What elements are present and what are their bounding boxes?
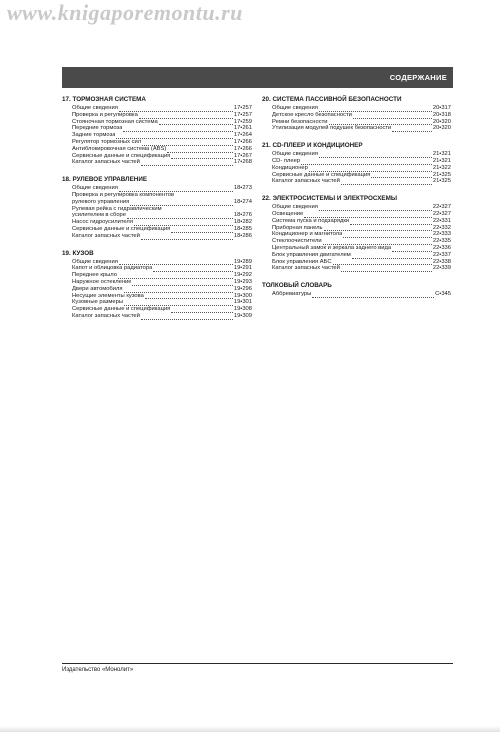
toc-right-column: [262, 96, 451, 308]
toc-entry-title: Кондиционер: [272, 164, 308, 171]
toc-section: [62, 176, 252, 239]
toc-entry-title: Стояночная тормозная система: [72, 118, 158, 125]
toc-leader-dots: [141, 314, 233, 320]
section-title: 18. РУЛЕВОЕ УПРАВЛЕНИЕ: [62, 176, 148, 184]
toc-page-number: 22•335: [432, 238, 451, 245]
section-title: 20. СИСТЕМА ПАССИВНОЙ БЕЗОПАСНОСТИ: [262, 96, 402, 103]
toc-leader-dots: [319, 152, 432, 158]
toc-page-number: 19•289: [233, 258, 252, 265]
toc-page-number: 18•282: [233, 219, 252, 226]
toc-entry-title: Насос гидроусилителя: [72, 219, 133, 226]
toc-page-number: 19•301: [233, 299, 252, 306]
toc-leader-dots: [353, 113, 432, 119]
toc-entry[interactable]: [262, 252, 451, 259]
toc-left-column: [62, 96, 252, 330]
toc-page-number: 19•296: [233, 285, 252, 292]
toc-entry-title: Общие сведения: [272, 204, 318, 211]
toc-entry-title: Утилизация модулей подушек безопасности: [272, 125, 392, 132]
toc-leader-dots: [341, 266, 432, 272]
toc-page-number: 22•331: [432, 217, 451, 224]
toc-entry-title: Стеклоочистители: [272, 238, 322, 245]
toc-page-number: 18•285: [233, 225, 252, 232]
toc-entry-title: Сервисные данные и спецификация: [72, 306, 171, 313]
toc-entry[interactable]: [62, 259, 252, 266]
toc-entry[interactable]: [262, 119, 451, 126]
toc-leader-dots: [392, 126, 432, 132]
toc-leader-dots: [130, 200, 233, 206]
toc-leader-dots: [141, 234, 233, 240]
toc-leader-dots: [141, 160, 233, 166]
toc-section: [262, 96, 451, 132]
toc-leader-dots: [145, 293, 233, 299]
toc-entry[interactable]: [62, 226, 252, 233]
toc-entry[interactable]: [62, 119, 252, 126]
toc-page-number: 21•321: [432, 151, 451, 158]
toc-page-number: 17•267: [233, 152, 252, 159]
toc-entry-title: Детское кресло безопасности: [272, 111, 352, 118]
toc-page-number: 17•259: [233, 118, 252, 125]
toc-section: [262, 142, 451, 185]
toc-entry[interactable]: [62, 105, 252, 112]
toc-entry[interactable]: [262, 245, 451, 252]
toc-entry[interactable]: [262, 151, 451, 158]
toc-page-number: 17•261: [233, 125, 252, 132]
toc-page-number: 22•337: [432, 251, 451, 258]
toc-leader-dots: [159, 119, 233, 125]
toc-page-number: 20•318: [432, 111, 451, 118]
toc-leader-dots: [343, 232, 431, 238]
toc-entry-title: Блок управления АБС: [272, 258, 332, 265]
toc-entry[interactable]: [62, 279, 252, 286]
toc-entry-title: CD- плеер: [272, 157, 301, 164]
toc-entry[interactable]: [62, 265, 252, 272]
toc-page-number: 20•320: [432, 125, 451, 132]
toc-page-number: 22•336: [432, 244, 451, 251]
section-title: 17. ТОРМОЗНАЯ СИСТЕМА: [62, 96, 146, 103]
toc-entry[interactable]: [62, 139, 252, 146]
toc-entry[interactable]: [62, 212, 252, 219]
toc-entry[interactable]: [62, 112, 252, 119]
toc-page-number: 22•327: [432, 210, 451, 217]
toc-entry-title: Проверка и регулировка: [72, 111, 138, 118]
toc-entry[interactable]: [62, 146, 252, 153]
toc-leader-dots: [312, 292, 434, 298]
toc-entry-title: Каталог запасных частей: [72, 159, 140, 166]
toc-entry[interactable]: [262, 158, 451, 165]
toc-entry[interactable]: [62, 159, 252, 166]
toc-entry-title: Задние тормоза: [72, 132, 116, 139]
toc-entry-title: усилителем в сборе: [72, 212, 126, 219]
toc-entry-title: Каталог запасных частей: [72, 232, 140, 239]
section-title: 22. ЭЛЕКТРОСИСТЕМЫ И ЭЛЕКТРОСХЕМЫ: [262, 195, 398, 203]
toc-page-number: 22•327: [432, 204, 451, 211]
toc-entry-title: Несущие элементы кузова: [72, 292, 144, 299]
toc-page-number: 22•339: [432, 265, 451, 272]
toc-entry[interactable]: [262, 225, 451, 232]
toc-entry-title: Сервисные данные и спецификация: [72, 152, 171, 159]
toc-entry-title: Общие сведения: [272, 151, 318, 158]
toc-entry-title: Общие сведения: [72, 105, 118, 111]
toc-entry[interactable]: [62, 153, 252, 160]
toc-entry-title: Освещение: [272, 210, 304, 217]
toc-entry[interactable]: [62, 286, 252, 293]
toc-entry[interactable]: [262, 165, 451, 172]
toc-page-number: 17•266: [233, 145, 252, 152]
toc-page-number: 19•309: [233, 312, 252, 319]
toc-entry[interactable]: [262, 231, 451, 238]
toc-leader-dots: [350, 219, 432, 225]
toc-entry[interactable]: [262, 105, 451, 112]
toc-leader-dots: [132, 280, 232, 286]
toc-leader-dots: [167, 147, 232, 153]
toc-page-number: 19•308: [233, 306, 252, 313]
toc-leader-dots: [371, 172, 432, 178]
toc-entry[interactable]: [62, 313, 252, 320]
toc-page-number: 20•317: [432, 105, 451, 111]
toc-entry-title: Кондиционер и магнитола: [272, 231, 343, 238]
toc-leader-dots: [171, 307, 233, 313]
toc-page-number: 17•268: [233, 159, 252, 166]
toc-section: [262, 195, 451, 272]
toc-leader-dots: [352, 253, 432, 259]
toc-entry[interactable]: [62, 219, 252, 226]
toc-page-number: 19•300: [233, 292, 252, 299]
toc-entry-title: Центральный замок и зеркала заднего вида: [272, 244, 392, 251]
toc-page-number: 22•333: [432, 231, 451, 238]
toc-entry-title: Каталог запасных частей: [272, 178, 340, 185]
toc-entry-title: Общие сведения: [72, 258, 118, 265]
toc-entry-title: Кузовные размеры: [72, 299, 124, 306]
toc-entry[interactable]: [62, 299, 252, 306]
toc-leader-dots: [392, 246, 432, 252]
toc-leader-dots: [123, 126, 232, 132]
toc-entry[interactable]: [62, 185, 252, 192]
toc-entry[interactable]: [62, 233, 252, 240]
toc-entry-title: Передние тормоза: [72, 125, 123, 132]
toc-page-number: 22•332: [432, 224, 451, 231]
toc-entry-title: Наружное остекление: [72, 278, 132, 285]
footer-divider: [62, 663, 453, 664]
toc-entry-title: Капот и облицовка радиатора: [72, 265, 153, 272]
toc-page-number: 21•321: [432, 157, 451, 164]
toc-page-number: 18•273: [233, 185, 252, 192]
section-title: ТОЛКОВЫЙ СЛОВАРЬ: [262, 282, 332, 290]
toc-page-number: 18•274: [233, 198, 252, 205]
toc-entry-title: Регулятор тормозных сил: [72, 138, 142, 145]
bottom-edge: [0, 726, 500, 732]
section-title: 21. CD-ПЛЕЕР И КОНДИЦИОНЕР: [262, 142, 363, 150]
toc-entry-title: Блок управления двигателем: [272, 251, 351, 258]
toc-entry-title: Общие сведения: [272, 105, 318, 111]
section-title: 19. КУЗОВ: [62, 249, 94, 257]
toc-entry[interactable]: [262, 125, 451, 132]
toc-entry-title: Система пуска и подзарядки: [272, 217, 350, 224]
toc-page-number: 17•266: [233, 138, 252, 145]
toc-entry[interactable]: [262, 172, 451, 179]
toc-entry-title: Антиблокировочная система (ABS): [72, 145, 167, 152]
toc-page-number: 21•325: [432, 171, 451, 178]
toc-entry[interactable]: [262, 211, 451, 218]
toc-leader-dots: [153, 266, 233, 272]
toc-leader-dots: [341, 179, 432, 185]
toc-entry-title: рулевого управления: [72, 198, 130, 205]
toc-entry-title: Общие сведения: [72, 185, 118, 192]
toc-entry[interactable]: [262, 238, 451, 245]
toc-entry-title: Ремни безопасности: [272, 118, 328, 125]
toc-entry[interactable]: [62, 272, 252, 279]
toc-entry-title: Каталог запасных частей: [72, 312, 140, 319]
toc-entry-title: Приборная панель: [272, 224, 323, 231]
toc-page-number: 19•291: [233, 265, 252, 272]
toc-entry[interactable]: [262, 259, 451, 266]
toc-page-number: 17•264: [233, 132, 252, 139]
toc-entry[interactable]: [262, 265, 451, 272]
toc-entry-title: Сервисные данные и спецификация: [72, 225, 171, 232]
toc-entry[interactable]: [262, 291, 451, 298]
toc-page-number: 21•325: [432, 178, 451, 185]
toc-entry-continued: Рулевая рейка с гидравлическим: [72, 205, 162, 212]
toc-entry[interactable]: [262, 204, 451, 211]
toc-page-number: 22•338: [432, 258, 451, 265]
toc-entry[interactable]: [62, 306, 252, 313]
publisher-label: Издательство «Монолит»: [62, 667, 134, 673]
toc-section: [62, 96, 252, 166]
toc-entry-title: Двери автомобиля: [72, 285, 123, 292]
toc-entry[interactable]: [62, 293, 252, 300]
toc-entry[interactable]: [62, 125, 252, 132]
toc-entry[interactable]: [262, 218, 451, 225]
toc-section: [262, 282, 451, 298]
page-title: СОДЕРЖАНИЕ: [389, 73, 447, 82]
toc-entry-title: Каталог запасных частей: [272, 265, 340, 272]
watermark-text: www.knigaporemontu.ru: [7, 0, 243, 25]
toc-section: [62, 250, 252, 320]
toc-page-number: 17•257: [233, 111, 252, 118]
toc-entry-title: Переднее крыло: [72, 272, 117, 279]
toc-entry-title: Аббревиатуры: [272, 291, 312, 298]
toc-leader-dots: [127, 213, 233, 219]
toc-entry[interactable]: [62, 199, 252, 206]
toc-leader-dots: [171, 153, 233, 159]
toc-entry[interactable]: [62, 132, 252, 139]
toc-page-number: С•345: [435, 291, 451, 298]
toc-entry-title: Сервисные данные и спецификация: [272, 171, 371, 178]
header-bar: [62, 67, 453, 88]
toc-entry[interactable]: [262, 112, 451, 119]
toc-page-number: 20•320: [432, 118, 451, 125]
toc-page-number: 19•293: [233, 278, 252, 285]
toc-leader-dots: [333, 259, 432, 265]
toc-page-number: 18•276: [233, 212, 252, 219]
toc-page-number: 19•292: [233, 272, 252, 279]
toc-page-number: 21•322: [432, 164, 451, 171]
toc-leader-dots: [118, 273, 233, 279]
toc-page-number: 18•286: [233, 232, 252, 239]
toc-page-number: 17•257: [233, 105, 252, 111]
toc-entry[interactable]: [262, 178, 451, 185]
toc-leader-dots: [319, 205, 432, 211]
toc-leader-dots: [171, 227, 233, 233]
toc-leader-dots: [301, 159, 432, 165]
toc-entry-continued: Проверка и регулировка компонентов: [72, 191, 175, 198]
